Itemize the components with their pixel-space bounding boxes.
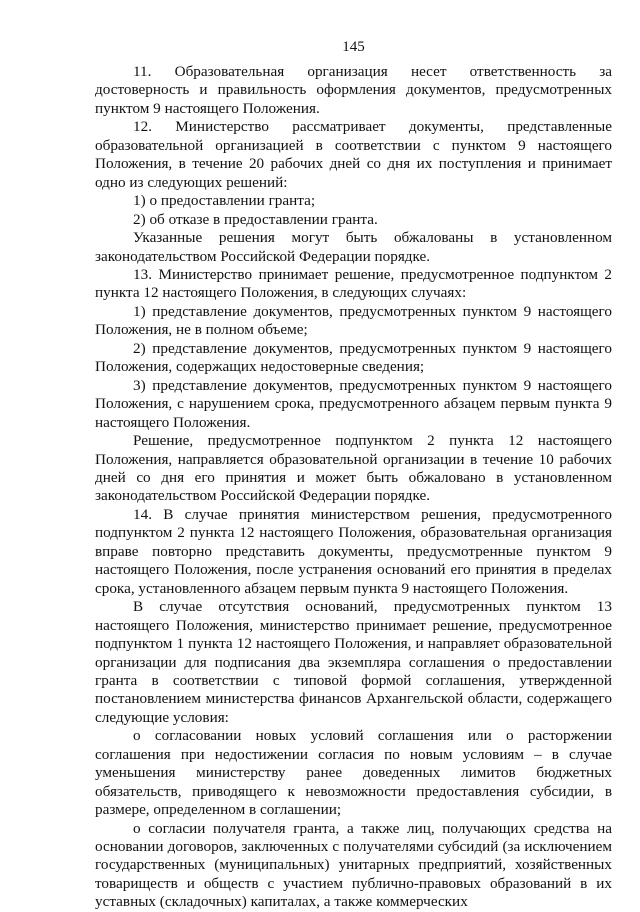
- page-number: 145: [342, 39, 365, 55]
- decision-option-1: 1) о предоставлении гранта;: [133, 192, 316, 210]
- refusal-case-1: 1) представление документов, предусмотренных пунктом 9 настоящего Положения, не в полном объеме;: [95, 302, 612, 339]
- condition-recipient-consent: о согласии получателя гранта, а также лиц, получающих средства на основании договоров, заключенных с получателями субсидий (за исключением государственных (муниципальных) унитарных предприятий, хозяйственных товариществ и обществ с участием публично-правовых образований в их уставных (складочных) капиталах, а также коммерческих: [95, 819, 612, 911]
- paragraph-13: 13. Министерство принимает решение, предусмотренное подпунктом 2 пункта 12 настоящего Положения, в следующих случаях:: [95, 265, 612, 302]
- grant-decision-paragraph: В случае отсутствия оснований, предусмотренных пунктом 13 настоящего Положения, министерство принимает решение, предусмотренное подпунктом 1 пункта 12 настоящего Положения, и направляет образовательной организации для подписания два экземпляра соглашения о предоставлении гранта в соответствии с типовой формой соглашения, утвержденной постановлением министерства финансов Архангельской области, содержащего следующие условия:: [95, 598, 612, 726]
- paragraph-11: 11. Образовательная организация несет ответственность за достоверность и правильность оформления документов, предусмотренных пунктом 9 настоящего Положения.: [95, 63, 612, 117]
- condition-new-terms: о согласовании новых условий соглашения или о расторжении соглашения при недостижении согласия по новым условиям – в случае уменьшения министерству ранее доведенных лимитов бюджетных обязательств, приводящего к невозможности предоставления субсидии, в размере, определенном в соглашении;: [95, 727, 612, 819]
- refusal-case-3: 3) представление документов, предусмотренных пунктом 9 настоящего Положения, с нарушением срока, предусмотренного абзацем первым пункта 9 настоящего Положения.: [95, 376, 612, 431]
- paragraph-14: 14. В случае принятия министерством решения, предусмотренного подпунктом 2 пункта 12 настоящего Положения, образовательная организация вправе повторно представить документы, предусмотренные пунктом 9 настоящего Положения, после устранения оснований его принятия в пределах срока, установленного абзацем первым пункта 9 настоящего Положения.: [95, 505, 612, 597]
- refusal-case-2: 2) представление документов, предусмотренных пунктом 9 настоящего Положения, содержащих недостоверные сведения;: [95, 339, 612, 376]
- refusal-notice-paragraph: Решение, предусмотренное подпунктом 2 пункта 12 настоящего Положения, направляется образовательной организации в течение 10 рабочих дней со дня его принятия и может быть обжаловано в установленном законодательством Российской Федерации порядке.: [95, 432, 612, 505]
- appeal-paragraph: Указанные решения могут быть обжалованы в установленном законодательством Российской Федерации порядке.: [95, 229, 612, 265]
- paragraph-12: 12. Министерство рассматривает документы, представленные образовательной организацией в соответствии с пунктом 9 настоящего Положения, в течение 20 рабочих дней со дня их поступления и принимает одно из следующих решений:: [95, 118, 612, 191]
- decision-option-2: 2) об отказе в предоставлении гранта.: [133, 210, 378, 228]
